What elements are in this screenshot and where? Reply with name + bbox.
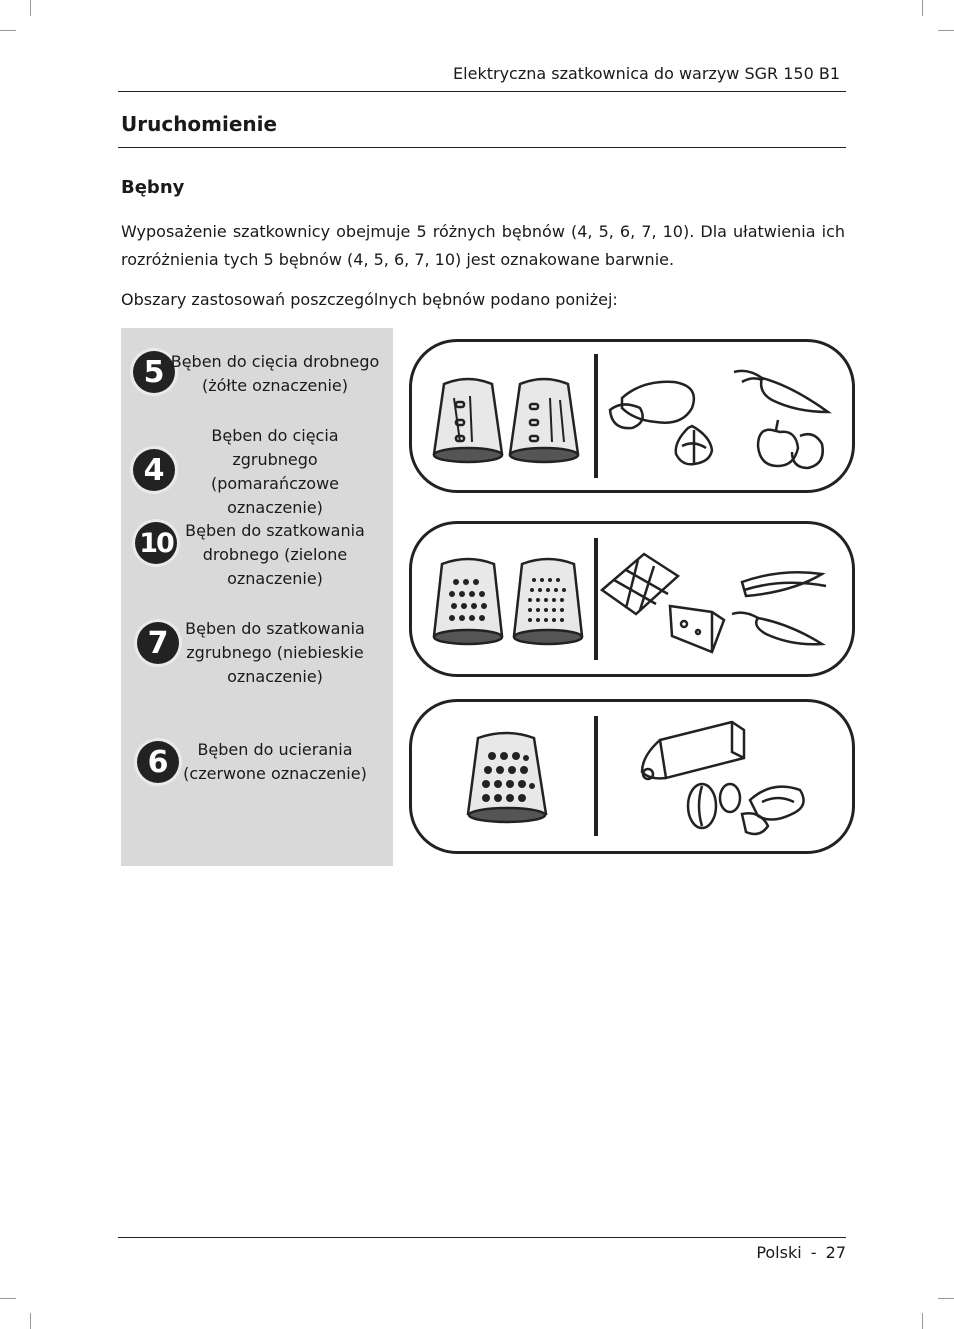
header-rule	[118, 91, 846, 92]
usage-paragraph: Obszary zastosowań poszczególnych bębnów podano poniżej:	[121, 290, 618, 309]
section-title: Uruchomienie	[121, 112, 278, 136]
crop-mark	[922, 1313, 923, 1329]
crop-mark	[30, 0, 31, 16]
drum-number-badge: 5	[133, 351, 175, 393]
running-header: Elektryczna szatkownica do warzyw SGR 150 B1	[453, 64, 840, 83]
intro-paragraph: Wyposażenie szatkownicy obejmuje 5 różnych bębnów (4, 5, 6, 7, 10). Dla ułatwienia ich rozróżnienia tych 5 bębnów (4, 5, 6, 7, 10) jest oznakowane barwnie.	[121, 222, 845, 269]
crop-mark	[922, 0, 923, 16]
subsection-title: Bębny	[121, 177, 185, 198]
footer-rule	[118, 1237, 846, 1238]
drum-legend-panel	[121, 328, 393, 866]
drum-description: Bęben do cięcia drobnego (żółte oznaczenie)	[170, 352, 380, 395]
slicing-drums-vegetables-illustration	[409, 339, 855, 493]
crop-mark	[30, 1313, 31, 1329]
drum-description: Bęben do szatkowania zgrubnego (niebieskie oznaczenie)	[185, 619, 365, 686]
footer-language: Polski	[756, 1243, 802, 1262]
shredding-drums-chocolate-cheese-carrot-illustration	[409, 521, 855, 677]
drum-number-badge: 4	[133, 449, 175, 491]
footer-separator: -	[810, 1243, 817, 1262]
page-footer	[756, 1243, 846, 1262]
crop-mark	[0, 30, 16, 31]
drum-number-badge: 6	[137, 741, 179, 783]
drum-description: Bęben do szatkowania drobnego (zielone oznaczenie)	[185, 521, 365, 588]
grating-drum-cheese-nuts-illustration	[409, 699, 855, 854]
crop-mark	[938, 1298, 954, 1299]
crop-mark	[938, 30, 954, 31]
drum-description: Bęben do ucierania (czerwone oznaczenie)	[183, 740, 367, 783]
drum-number-badge: 10	[135, 522, 177, 564]
section-rule	[118, 147, 846, 148]
drum-description: Bęben do cięcia zgrubnego (pomarańczowe oznaczenie)	[210, 426, 339, 517]
drum-number-badge: 7	[137, 622, 179, 664]
crop-mark	[0, 1298, 16, 1299]
page-number: 27	[825, 1243, 846, 1262]
